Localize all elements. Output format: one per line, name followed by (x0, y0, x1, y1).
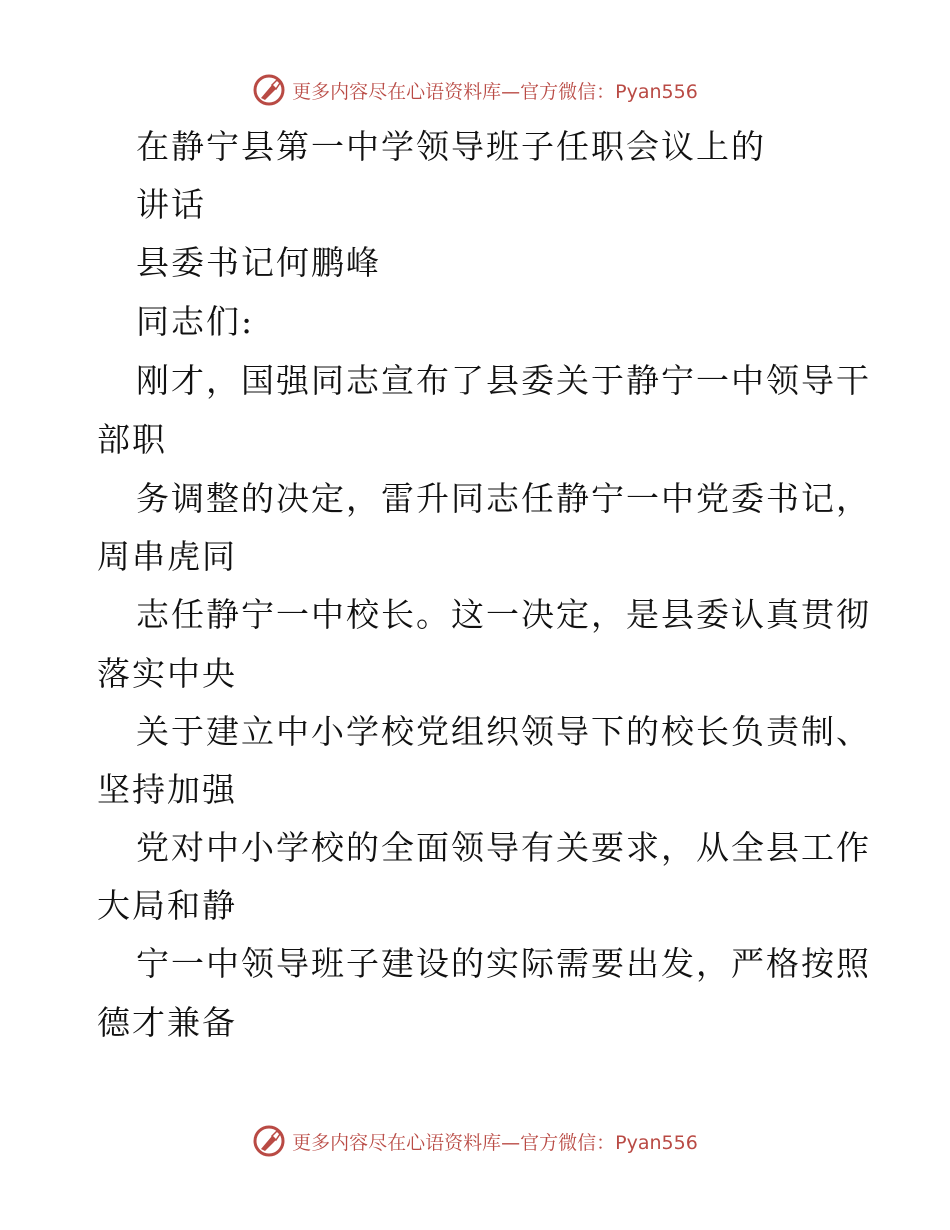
text-line: 关于建立中小学校党组织领导下的校长负责制、 (136, 712, 871, 751)
pen-nib-logo-icon (252, 1124, 286, 1158)
footer-watermark-text: 更多内容尽在心语资料库—官方微信：Pyan556 (292, 1131, 698, 1154)
text-line: 在静宁县第一中学领导班子任职会议上的 (136, 127, 766, 166)
text-line: 讲话 (136, 185, 206, 224)
pen-nib-logo-icon (252, 73, 286, 107)
text-line: 周串虎同 (97, 537, 237, 576)
text-line: 志任静宁一中校长。这一决定，是县委认真贯彻 (136, 595, 871, 634)
text-line: 大局和静 (97, 886, 237, 925)
header-watermark-text: 更多内容尽在心语资料库—官方微信：Pyan556 (292, 80, 698, 103)
text-line: 党对中小学校的全面领导有关要求，从全县工作 (136, 828, 871, 867)
text-line: 县委书记何鹏峰 (136, 243, 381, 282)
text-line: 落实中央 (97, 654, 237, 693)
text-line: 坚持加强 (97, 770, 237, 809)
text-line: 德才兼备 (97, 1003, 237, 1042)
header-watermark (0, 70, 950, 110)
text-line: 宁一中领导班子建设的实际需要出发，严格按照 (136, 944, 871, 983)
text-line: 刚才，国强同志宣布了县委关于静宁一中领导干 (136, 361, 871, 400)
text-line: 务调整的决定，雷升同志任静宁一中党委书记， (136, 479, 871, 518)
text-line: 部职 (97, 420, 167, 459)
footer-watermark (0, 1121, 950, 1161)
text-line: 同志们: (136, 302, 255, 341)
